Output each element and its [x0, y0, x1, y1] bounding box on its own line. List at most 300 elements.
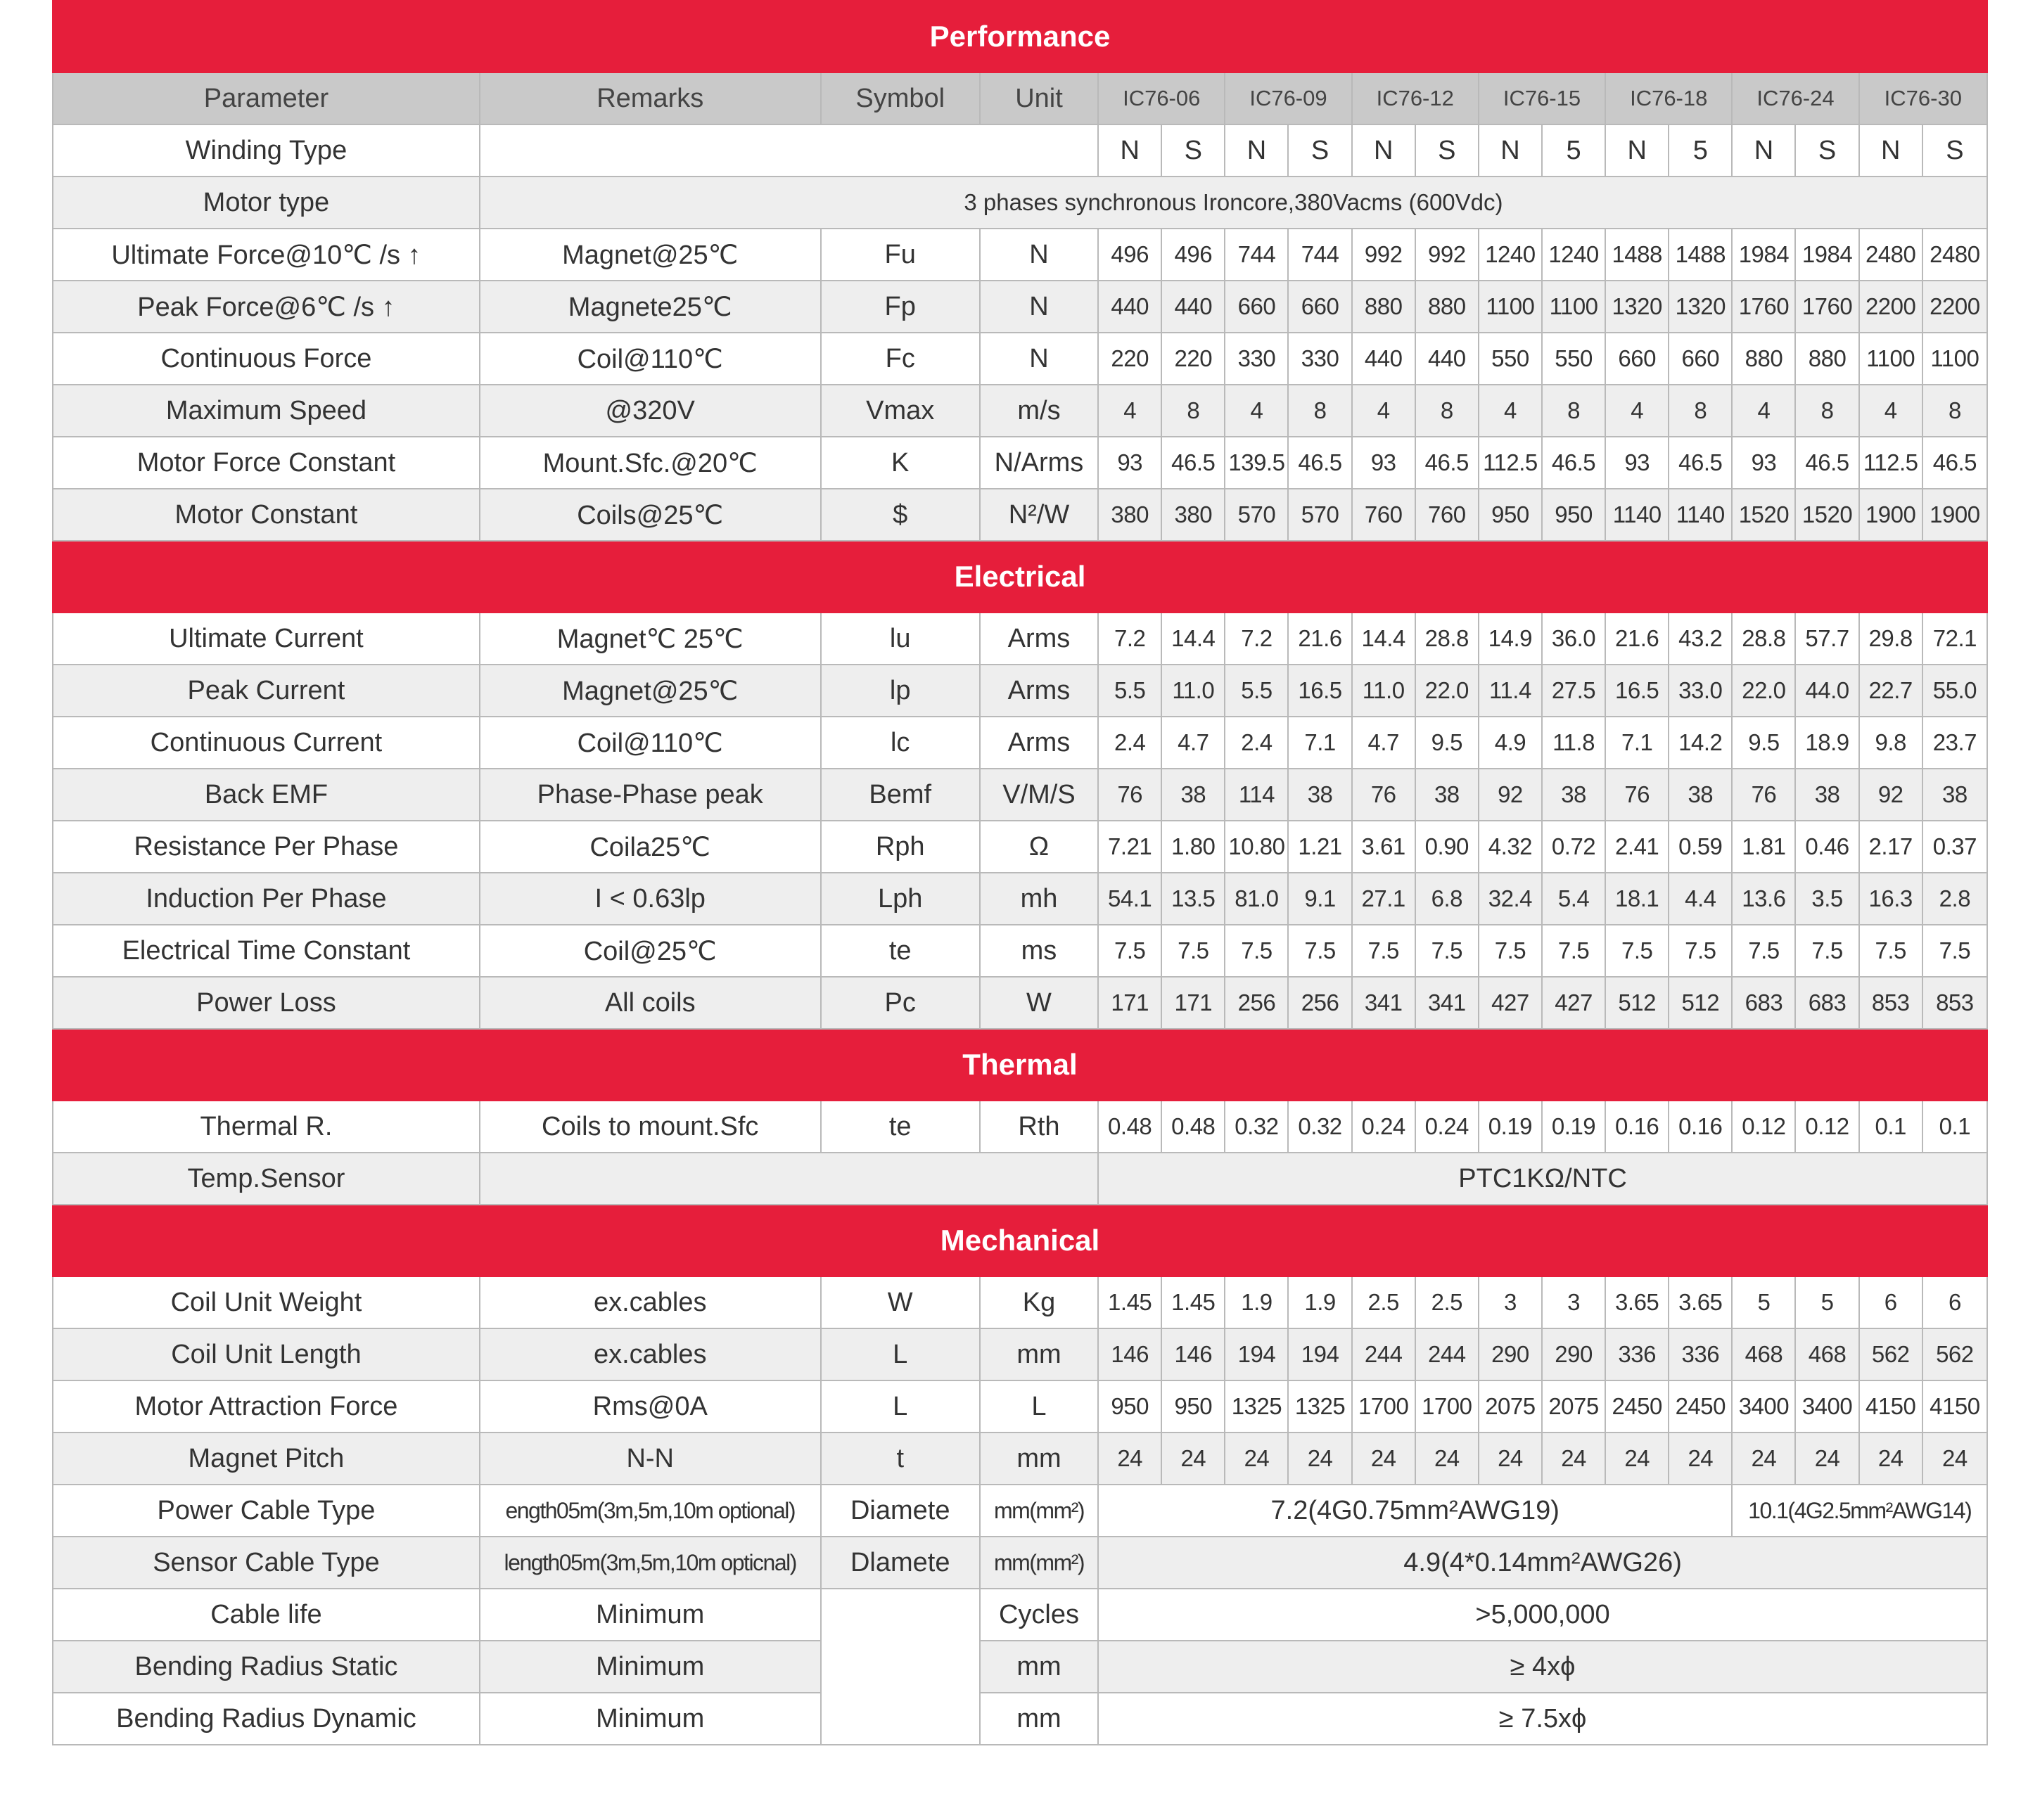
value-cell: 3.65	[1605, 1276, 1669, 1328]
winding-type-row	[53, 124, 1987, 177]
column-header-unit: Unit	[980, 72, 1098, 124]
value-cell: 54.1	[1098, 873, 1161, 925]
value-cell: 76	[1605, 769, 1669, 821]
value-cell: 18.9	[1795, 717, 1858, 769]
unit-cell: V/M/S	[980, 769, 1098, 821]
unit-cell: mm	[980, 1641, 1098, 1693]
value-cell: 992	[1352, 229, 1415, 281]
value-cell: 1700	[1352, 1380, 1415, 1433]
value-cell: 256	[1288, 977, 1351, 1029]
value-cell: 2200	[1922, 281, 1987, 333]
symbol-cell-merged	[821, 1589, 980, 1745]
value-cell: 6	[1922, 1276, 1987, 1328]
value-cell: 5.5	[1225, 665, 1288, 717]
remarks-cell: @320V	[480, 385, 821, 437]
thermal-rows	[53, 1101, 1987, 1153]
section-header-performance	[53, 1, 1987, 72]
value-cell: 38	[1922, 769, 1987, 821]
value-cell: 7.5	[1542, 925, 1605, 977]
value-cell: 57.7	[1795, 613, 1858, 665]
value-cell: 0.19	[1479, 1101, 1542, 1153]
value-cell: 93	[1732, 437, 1795, 489]
value-cell: 760	[1352, 489, 1415, 541]
value-cell: 4	[1859, 385, 1922, 437]
value-cell: 1760	[1732, 281, 1795, 333]
value-cell: 5.5	[1098, 665, 1161, 717]
value-cell: 14.4	[1352, 613, 1415, 665]
value-cell: 8	[1922, 385, 1987, 437]
value-cell: 2450	[1669, 1380, 1732, 1433]
value-cell: 3400	[1732, 1380, 1795, 1433]
value-cell: 7.2	[1225, 613, 1288, 665]
unit-cell: mm(mm²)	[980, 1537, 1098, 1589]
column-header-model: IC76-15	[1479, 72, 1605, 124]
value-cell: 11.0	[1352, 665, 1415, 717]
value-cell: 7.5	[1288, 925, 1351, 977]
value-cell: 2.8	[1922, 873, 1987, 925]
symbol-cell: L	[821, 1328, 980, 1380]
unit-cell: Rth	[980, 1101, 1098, 1153]
value-cell: 9.5	[1732, 717, 1795, 769]
electrical-rows	[53, 613, 1987, 1029]
value-cell: 468	[1732, 1328, 1795, 1380]
value-cell: 950	[1542, 489, 1605, 541]
remarks-cell: Coils to mount.Sfc	[480, 1101, 821, 1153]
table-row	[53, 229, 1987, 281]
value-cell: 3.5	[1795, 873, 1858, 925]
column-header-row	[53, 72, 1987, 124]
value-cell: 1240	[1479, 229, 1542, 281]
param-cell: Bending Radius Dynamic	[53, 1693, 480, 1745]
unit-cell: N	[980, 333, 1098, 385]
value-cell: 220	[1161, 333, 1225, 385]
section-title-mechanical: Mechanical	[53, 1205, 1987, 1276]
value-cell: 760	[1415, 489, 1479, 541]
remarks-cell: ex.cables	[480, 1328, 821, 1380]
value-cell: 2075	[1479, 1380, 1542, 1433]
value-cell: 1100	[1922, 333, 1987, 385]
value-cell: 18.1	[1605, 873, 1669, 925]
value-cell: 950	[1098, 1380, 1161, 1433]
value-cell: 16.5	[1605, 665, 1669, 717]
value-cell: 2480	[1859, 229, 1922, 281]
power-cable-value-a: 7.2(4G0.75mm²AWG19)	[1098, 1485, 1732, 1537]
remarks-cell: Magnete25℃	[480, 281, 821, 333]
value-cell: 24	[1225, 1433, 1288, 1485]
unit-cell: N	[980, 281, 1098, 333]
mechanical-section	[53, 1205, 1987, 1276]
value-cell: 1700	[1415, 1380, 1479, 1433]
value-cell: 0.16	[1669, 1101, 1732, 1153]
value-cell: 46.5	[1415, 437, 1479, 489]
value-cell: 7.5	[1859, 925, 1922, 977]
value-cell: 2480	[1922, 229, 1987, 281]
value-cell: 440	[1415, 333, 1479, 385]
thermal-section	[53, 1029, 1987, 1101]
value-cell: 4.7	[1352, 717, 1415, 769]
value-cell: 1.9	[1288, 1276, 1351, 1328]
unit-cell: mm	[980, 1693, 1098, 1745]
value-cell: 76	[1098, 769, 1161, 821]
value-cell: 43.2	[1669, 613, 1732, 665]
value-cell: 7.5	[1669, 925, 1732, 977]
value-cell: 290	[1542, 1328, 1605, 1380]
column-header-model: IC76-24	[1732, 72, 1858, 124]
symbol-cell: $	[821, 489, 980, 541]
value-cell: 0.1	[1859, 1101, 1922, 1153]
value-cell: 24	[1795, 1433, 1858, 1485]
value-cell: 853	[1922, 977, 1987, 1029]
value-cell: 114	[1225, 769, 1288, 821]
unit-cell: N	[980, 229, 1098, 281]
remarks-cell: Magnet℃ 25℃	[480, 613, 821, 665]
value-cell: 468	[1795, 1328, 1858, 1380]
column-header-remarks: Remarks	[480, 72, 821, 124]
remarks-cell: Rms@0A	[480, 1380, 821, 1433]
value-cell: 2.4	[1225, 717, 1288, 769]
value-cell: 880	[1415, 281, 1479, 333]
value-cell: 744	[1225, 229, 1288, 281]
param-cell: Cable life	[53, 1589, 480, 1641]
value-cell: 27.5	[1542, 665, 1605, 717]
value-cell: 3.65	[1669, 1276, 1732, 1328]
value-cell: 4	[1225, 385, 1288, 437]
value-cell: 28.8	[1415, 613, 1479, 665]
value-cell: 24	[1669, 1433, 1732, 1485]
value-cell: 11.0	[1161, 665, 1225, 717]
value-cell: 1.80	[1161, 821, 1225, 873]
param-cell: Motor Force Constant	[53, 437, 480, 489]
value-cell: 32.4	[1479, 873, 1542, 925]
value-cell: 7.5	[1795, 925, 1858, 977]
remarks-cell: Minimum	[480, 1641, 821, 1693]
symbol-cell: Dlamete	[821, 1537, 980, 1589]
symbol-cell: t	[821, 1433, 980, 1485]
value-cell: 570	[1288, 489, 1351, 541]
value-cell: 46.5	[1542, 437, 1605, 489]
value-cell: 4.9	[1479, 717, 1542, 769]
value-cell: 1325	[1225, 1380, 1288, 1433]
symbol-cell: Fp	[821, 281, 980, 333]
value-cell: 660	[1605, 333, 1669, 385]
value-cell: 683	[1795, 977, 1858, 1029]
value-cell: 33.0	[1669, 665, 1732, 717]
remarks-cell: length05m(3m,5m,10m opticnal)	[480, 1537, 821, 1589]
value-cell: 7.5	[1732, 925, 1795, 977]
winding-cell: S	[1415, 124, 1479, 177]
unit-cell: mm	[980, 1433, 1098, 1485]
param-cell: Motor Constant	[53, 489, 480, 541]
value-cell: 0.1	[1922, 1101, 1987, 1153]
winding-cell: S	[1922, 124, 1987, 177]
value-cell: 21.6	[1605, 613, 1669, 665]
value-cell: 1520	[1795, 489, 1858, 541]
value-cell: 4150	[1922, 1380, 1987, 1433]
value-cell: 330	[1225, 333, 1288, 385]
param-cell: Maximum Speed	[53, 385, 480, 437]
param-cell: Motor Attraction Force	[53, 1380, 480, 1433]
value-cell: 2.41	[1605, 821, 1669, 873]
column-header-model: IC76-12	[1352, 72, 1479, 124]
cable-life-row	[53, 1589, 1987, 1641]
symbol-cell: lu	[821, 613, 980, 665]
value-cell: 7.1	[1288, 717, 1351, 769]
winding-cell: S	[1795, 124, 1858, 177]
value-cell: 13.6	[1732, 873, 1795, 925]
value-cell: 14.2	[1669, 717, 1732, 769]
param-cell: Peak Force@6℃ /s ↑	[53, 281, 480, 333]
value-cell: 44.0	[1795, 665, 1858, 717]
value-cell: 1900	[1922, 489, 1987, 541]
value-cell: 24	[1161, 1433, 1225, 1485]
value-cell: 512	[1605, 977, 1669, 1029]
value-cell: 171	[1161, 977, 1225, 1029]
table-row	[53, 281, 1987, 333]
value-cell: 21.6	[1288, 613, 1351, 665]
bending-static-row	[53, 1641, 1987, 1693]
remarks-cell: I < 0.63lp	[480, 873, 821, 925]
value-cell: 220	[1098, 333, 1161, 385]
param-cell: Resistance Per Phase	[53, 821, 480, 873]
value-cell: 36.0	[1542, 613, 1605, 665]
temp-sensor-row	[53, 1153, 1987, 1205]
table-row	[53, 1101, 1987, 1153]
table-row	[53, 821, 1987, 873]
value-cell: 8	[1795, 385, 1858, 437]
bending-static-value: ≥ 4xϕ	[1098, 1641, 1987, 1693]
value-cell: 38	[1415, 769, 1479, 821]
value-cell: 336	[1605, 1328, 1669, 1380]
value-cell: 1984	[1732, 229, 1795, 281]
value-cell: 46.5	[1161, 437, 1225, 489]
symbol-cell: L	[821, 1380, 980, 1433]
value-cell: 81.0	[1225, 873, 1288, 925]
value-cell: 146	[1098, 1328, 1161, 1380]
param-cell: Motor type	[53, 177, 480, 229]
value-cell: 6.8	[1415, 873, 1479, 925]
value-cell: 6	[1859, 1276, 1922, 1328]
unit-cell: L	[980, 1380, 1098, 1433]
value-cell: 1100	[1859, 333, 1922, 385]
param-cell: Sensor Cable Type	[53, 1537, 480, 1589]
value-cell: 660	[1288, 281, 1351, 333]
value-cell: 4.32	[1479, 821, 1542, 873]
remarks-cell: Magnet@25℃	[480, 229, 821, 281]
value-cell: 7.1	[1605, 717, 1669, 769]
value-cell: 1100	[1479, 281, 1542, 333]
value-cell: 76	[1732, 769, 1795, 821]
value-cell: 7.5	[1415, 925, 1479, 977]
value-cell: 38	[1795, 769, 1858, 821]
param-cell: Ultimate Current	[53, 613, 480, 665]
value-cell: 4	[1479, 385, 1542, 437]
value-cell: 290	[1479, 1328, 1542, 1380]
column-header-symbol: Symbol	[821, 72, 980, 124]
table-row	[53, 769, 1987, 821]
winding-cell: N	[1605, 124, 1669, 177]
table-row	[53, 925, 1987, 977]
value-cell: 0.72	[1542, 821, 1605, 873]
bending-dynamic-value: ≥ 7.5xϕ	[1098, 1693, 1987, 1745]
value-cell: 1325	[1288, 1380, 1351, 1433]
value-cell: 4	[1352, 385, 1415, 437]
value-cell: 3	[1542, 1276, 1605, 1328]
value-cell: 660	[1669, 333, 1732, 385]
symbol-cell: Pc	[821, 977, 980, 1029]
value-cell: 28.8	[1732, 613, 1795, 665]
unit-cell: mm(mm²)	[980, 1485, 1098, 1537]
value-cell: 562	[1922, 1328, 1987, 1380]
spec-table	[52, 0, 1988, 1745]
symbol-cell: Fu	[821, 229, 980, 281]
table-row	[53, 873, 1987, 925]
value-cell: 880	[1732, 333, 1795, 385]
value-cell: 683	[1732, 977, 1795, 1029]
param-cell: Winding Type	[53, 124, 480, 177]
value-cell: 24	[1542, 1433, 1605, 1485]
value-cell: 24	[1732, 1433, 1795, 1485]
motor-type-row	[53, 177, 1987, 229]
table-row	[53, 1328, 1987, 1380]
value-cell: 3.61	[1352, 821, 1415, 873]
value-cell: 8	[1161, 385, 1225, 437]
value-cell: 24	[1098, 1433, 1161, 1485]
value-cell: 950	[1161, 1380, 1225, 1433]
param-cell: Magnet Pitch	[53, 1433, 480, 1485]
value-cell: 7.21	[1098, 821, 1161, 873]
value-cell: 14.4	[1161, 613, 1225, 665]
value-cell: 3	[1479, 1276, 1542, 1328]
value-cell: 24	[1479, 1433, 1542, 1485]
symbol-cell: te	[821, 925, 980, 977]
value-cell: 0.32	[1225, 1101, 1288, 1153]
param-cell: Temp.Sensor	[53, 1153, 480, 1205]
section-title-electrical: Electrical	[53, 541, 1987, 613]
motor-type-value: 3 phases synchronous Ironcore,380Vacms (600Vdc)	[480, 177, 1987, 229]
param-cell: Power Cable Type	[53, 1485, 480, 1537]
value-cell: 93	[1098, 437, 1161, 489]
value-cell: 1.9	[1225, 1276, 1288, 1328]
value-cell: 570	[1225, 489, 1288, 541]
value-cell: 0.90	[1415, 821, 1479, 873]
param-cell: Induction Per Phase	[53, 873, 480, 925]
column-header-model: IC76-18	[1605, 72, 1732, 124]
sensor-cable-row	[53, 1537, 1987, 1589]
value-cell: 16.3	[1859, 873, 1922, 925]
param-cell: Electrical Time Constant	[53, 925, 480, 977]
value-cell: 24	[1415, 1433, 1479, 1485]
value-cell: 112.5	[1859, 437, 1922, 489]
value-cell: 4.7	[1161, 717, 1225, 769]
unit-cell: ms	[980, 925, 1098, 977]
power-cable-row	[53, 1485, 1987, 1537]
value-cell: 0.24	[1352, 1101, 1415, 1153]
table-row	[53, 717, 1987, 769]
value-cell: 0.12	[1795, 1101, 1858, 1153]
remarks-cell: Minimum	[480, 1693, 821, 1745]
value-cell: 341	[1352, 977, 1415, 1029]
value-cell: 2450	[1605, 1380, 1669, 1433]
value-cell: 1.45	[1098, 1276, 1161, 1328]
performance-section	[53, 1, 1987, 229]
symbol-cell: Diamete	[821, 1485, 980, 1537]
section-header-electrical	[53, 541, 1987, 613]
value-cell: 2200	[1859, 281, 1922, 333]
section-header-mechanical	[53, 1205, 1987, 1276]
remarks-cell: Coila25℃	[480, 821, 821, 873]
winding-cell: N	[1098, 124, 1161, 177]
table-row	[53, 489, 1987, 541]
value-cell: 512	[1669, 977, 1732, 1029]
table-row	[53, 333, 1987, 385]
value-cell: 93	[1352, 437, 1415, 489]
sensor-cable-value: 4.9(4*0.14mm²AWG26)	[1098, 1537, 1987, 1589]
param-cell: Bending Radius Static	[53, 1641, 480, 1693]
value-cell: 92	[1479, 769, 1542, 821]
value-cell: 7.5	[1922, 925, 1987, 977]
value-cell: 0.59	[1669, 821, 1732, 873]
value-cell: 1140	[1669, 489, 1732, 541]
value-cell: 7.5	[1098, 925, 1161, 977]
value-cell: 13.5	[1161, 873, 1225, 925]
column-header-model: IC76-30	[1859, 72, 1987, 124]
value-cell: 194	[1225, 1328, 1288, 1380]
empty-cell	[480, 124, 1098, 177]
value-cell: 7.5	[1352, 925, 1415, 977]
value-cell: 1520	[1732, 489, 1795, 541]
table-row	[53, 613, 1987, 665]
value-cell: 3400	[1795, 1380, 1858, 1433]
value-cell: 341	[1415, 977, 1479, 1029]
value-cell: 11.4	[1479, 665, 1542, 717]
symbol-cell: W	[821, 1276, 980, 1328]
mechanical-rows	[53, 1276, 1987, 1485]
value-cell: 92	[1859, 769, 1922, 821]
column-header-model: IC76-06	[1098, 72, 1225, 124]
value-cell: 244	[1352, 1328, 1415, 1380]
unit-cell: mh	[980, 873, 1098, 925]
value-cell: 244	[1415, 1328, 1479, 1380]
param-cell: Continuous Current	[53, 717, 480, 769]
value-cell: 24	[1605, 1433, 1669, 1485]
column-header-model: IC76-09	[1225, 72, 1351, 124]
unit-cell: Arms	[980, 717, 1098, 769]
value-cell: 76	[1352, 769, 1415, 821]
value-cell: 880	[1795, 333, 1858, 385]
symbol-cell: K	[821, 437, 980, 489]
value-cell: 8	[1542, 385, 1605, 437]
unit-cell: Arms	[980, 665, 1098, 717]
value-cell: 4	[1605, 385, 1669, 437]
param-cell: Peak Current	[53, 665, 480, 717]
value-cell: 2075	[1542, 1380, 1605, 1433]
winding-cell: 5	[1542, 124, 1605, 177]
value-cell: 0.19	[1542, 1101, 1605, 1153]
value-cell: 0.16	[1605, 1101, 1669, 1153]
symbol-cell: Lph	[821, 873, 980, 925]
remarks-cell: Mount.Sfc.@20℃	[480, 437, 821, 489]
value-cell: 0.48	[1161, 1101, 1225, 1153]
unit-cell: mm	[980, 1328, 1098, 1380]
remarks-cell: Coil@25℃	[480, 925, 821, 977]
cable-life-value: >5,000,000	[1098, 1589, 1987, 1641]
section-title-thermal: Thermal	[53, 1029, 1987, 1101]
value-cell: 8	[1669, 385, 1732, 437]
value-cell: 1.21	[1288, 821, 1351, 873]
value-cell: 1760	[1795, 281, 1858, 333]
remarks-cell: All coils	[480, 977, 821, 1029]
table-row	[53, 1276, 1987, 1328]
